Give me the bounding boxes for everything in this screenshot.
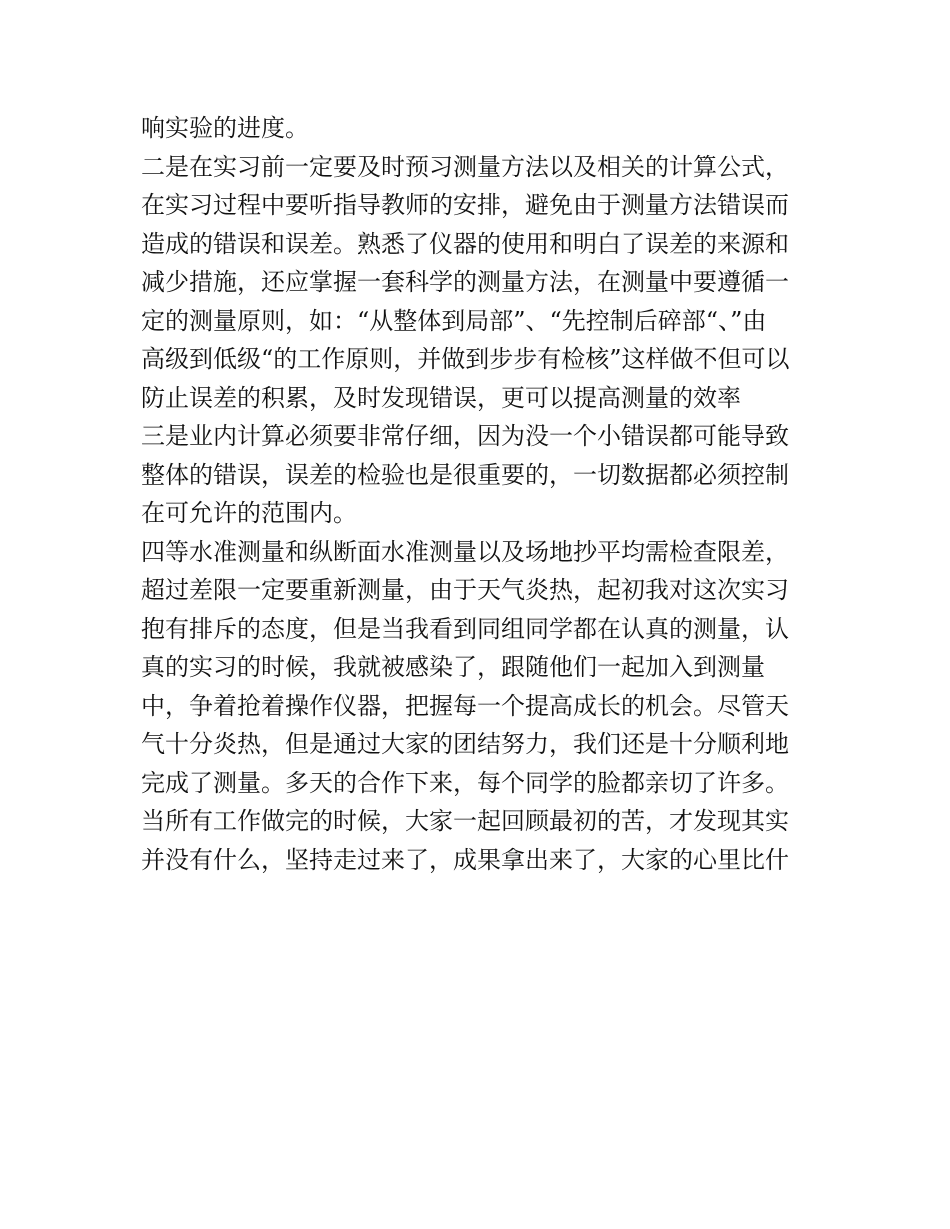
text-line: 真的实习的时候，我就被感染了，跟随他们一起加入到测量 <box>141 653 765 681</box>
text-line: 当所有工作做完的时候，大家一起回顾最初的苦，才发现其实 <box>141 807 789 835</box>
text-line: 中，争着抢着操作仪器，把握每一个提高成长的机会。尽管天 <box>141 691 789 720</box>
text-line: 高级到低级“的工作原则，并做到步步有检核”这样做不但可以 <box>141 345 790 373</box>
text-line: 整体的错误，误差的检验也是很重要的，一切数据都必须控制 <box>141 460 789 489</box>
text-line: 在实习过程中要听指导教师的安排，避免由于测量方法错误而 <box>141 191 789 219</box>
text-line: 三是业内计算必须要非常仔细，因为没一个小错误都可能导致 <box>141 422 789 450</box>
text-line: 防止误差的积累，及时发现错误，更可以提高测量的效率 <box>141 383 741 412</box>
text-line: 抱有排斥的态度，但是当我看到同组同学都在认真的测量，认 <box>141 614 789 643</box>
text-line: 在可允许的范围内。 <box>141 499 357 527</box>
text-line: 气十分炎热，但是通过大家的团结努力，我们还是十分顺利地 <box>141 730 789 758</box>
text-line: 定的测量原则，如：“从整体到局部”、“先控制后碎部“、”由 <box>141 306 767 335</box>
text-line: 响实验的进度。 <box>141 114 309 142</box>
text-line: 四等水准测量和纵断面水准测量以及场地抄平均需检查限差， <box>141 537 789 566</box>
text-line: 造成的错误和误差。熟悉了仪器的使用和明白了误差的来源和 <box>141 229 789 258</box>
text-line: 超过差限一定要重新测量，由于天气炎热，起初我对这次实习 <box>141 576 789 604</box>
text-line: 完成了测量。多天的合作下来，每个同学的脸都亲切了许多。 <box>141 768 789 797</box>
body-text <box>141 109 821 879</box>
text-line: 减少措施，还应掌握一套科学的测量方法，在测量中要遵循一 <box>141 268 789 296</box>
text-line: 二是在实习前一定要及时预习测量方法以及相关的计算公式， <box>141 152 789 181</box>
text-line: 并没有什么，坚持走过来了，成果拿出来了，大家的心里比什 <box>141 845 789 874</box>
